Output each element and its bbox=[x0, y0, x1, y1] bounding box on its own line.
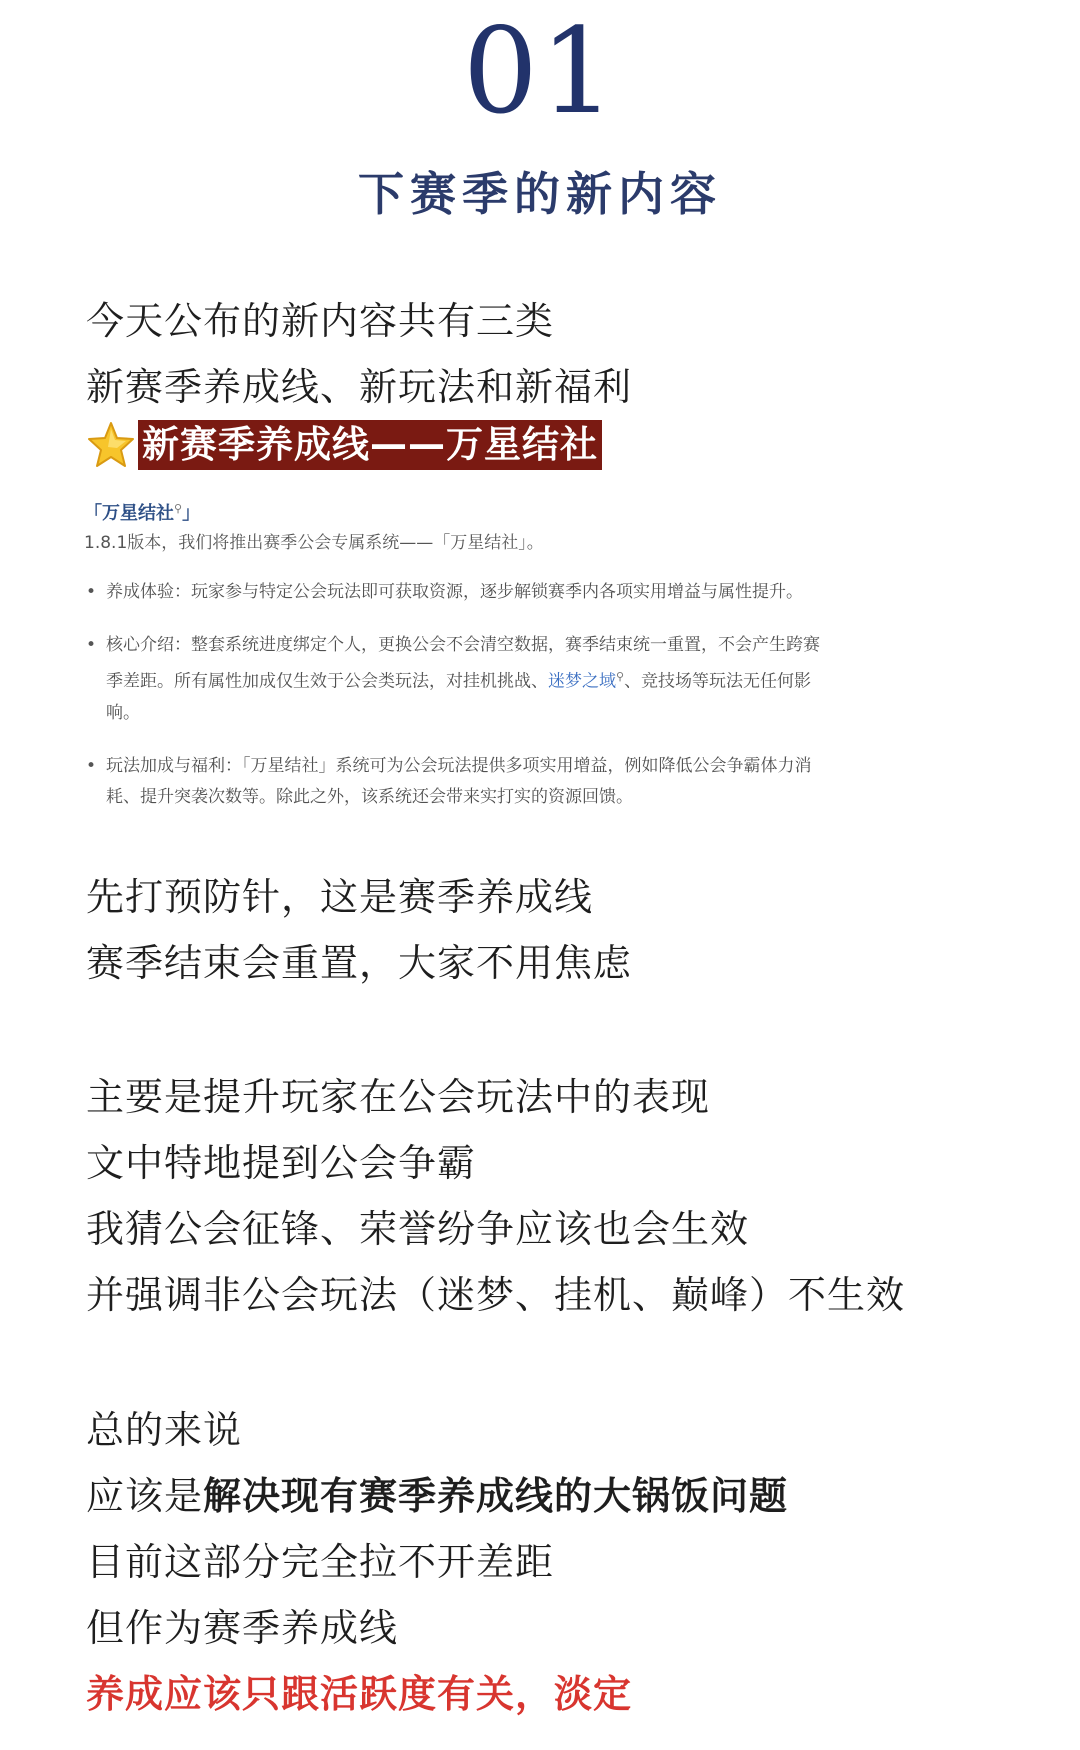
text-line: 总的来说 bbox=[86, 1408, 243, 1452]
snippet-bullet: • 养成体验：玩家参与特定公会玩法即可获取资源，逐步解锁赛季内各项实用增益与属性提升。 bbox=[84, 577, 984, 608]
snippet-subtitle: 1.8.1版本，我们将推出赛季公会专属系统——「万星结社」。 bbox=[84, 533, 544, 553]
snippet-bullet: • 玩法加成与福利：「万星结社」系统可为公会玩法提供多项实用增益，例如降低公会争霸体力消 耗、提升突袭次数等。除此之外，该系统还会带来实打实的资源回馈。 bbox=[84, 751, 984, 813]
red-emphasis-line: 养成应该只跟活跃度有关，淡定 bbox=[86, 1672, 633, 1716]
search-icon: ⚲ bbox=[174, 502, 183, 515]
text-line: 但作为赛季养成线 bbox=[86, 1606, 399, 1650]
text-line: 我猜公会征锋、荣誉纷争应该也会生效 bbox=[86, 1207, 750, 1251]
intro-line: 今天公布的新内容共有三类 bbox=[86, 299, 555, 343]
intro-line: 新赛季养成线、新玩法和新福利 bbox=[86, 365, 633, 409]
paragraph-summary bbox=[86, 1397, 788, 1727]
highlight-text: 新赛季养成线——万星结社 bbox=[138, 420, 602, 470]
text-line: 并强调非公会玩法（迷梦、挂机、巅峰）不生效 bbox=[86, 1273, 906, 1317]
bold-emphasis: 解决现有赛季养成线的大锅饭问题 bbox=[203, 1474, 789, 1518]
snippet-bullet: • 核心介绍：整套系统进度绑定个人，更换公会不会清空数据，赛季结束统一重置，不会产生跨赛 季差距。所有属性加成仅生效于公会类玩法，对挂机挑战、迷梦之域⚲、竞技场等玩法无任何影 响。 bbox=[84, 630, 984, 729]
announcement-snippet bbox=[84, 494, 984, 813]
section-number: 01 bbox=[462, 2, 618, 140]
search-icon: ⚲ bbox=[616, 670, 625, 683]
text-line: 主要是提升玩家在公会玩法中的表现 bbox=[86, 1075, 711, 1119]
snippet-title: 「万星结社⚲」 bbox=[84, 502, 201, 524]
paragraph-reset-note bbox=[86, 864, 632, 996]
dream-domain-link[interactable]: 迷梦之域 bbox=[548, 671, 616, 692]
star-icon bbox=[86, 420, 136, 470]
text-line: 赛季结束会重置，大家不用焦虑 bbox=[86, 941, 633, 985]
highlight-heading bbox=[86, 420, 632, 470]
intro-paragraph bbox=[86, 288, 632, 470]
text-line: 应该是解决现有赛季养成线的大锅饭问题 bbox=[86, 1474, 789, 1518]
text-line: 目前这部分完全拉不开差距 bbox=[86, 1540, 555, 1584]
text-line: 先打预防针，这是赛季养成线 bbox=[86, 875, 594, 919]
paragraph-guild-effect bbox=[86, 1064, 905, 1328]
text-line: 文中特地提到公会争霸 bbox=[86, 1141, 477, 1185]
section-title: 下赛季的新内容 bbox=[358, 167, 722, 221]
